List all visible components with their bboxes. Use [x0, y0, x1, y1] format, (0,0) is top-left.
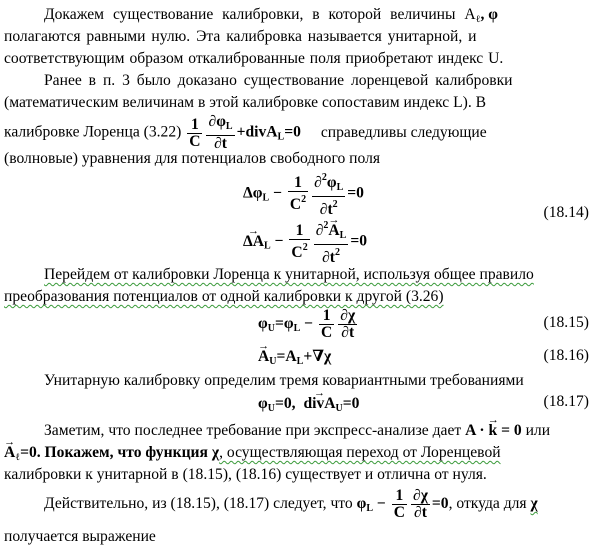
text-line: преобразования потенциалов от одной калибровки к другой (3.26) [4, 288, 444, 305]
text-line: Унитарную калибровку определим тремя ковариантными требованиями [44, 372, 524, 389]
lorenz-gauge-line: калибровке Лоренца (3.22) $\frac{1}{C}$ $\frac{\partial\varphi_L}{\partial t}$ +divA$_L$=0 справедливы следующие [4, 113, 487, 152]
equation-18-14a: $\Delta\varphi_L$ − $\frac{1}{C^2}$ $\frac{\partial^2\varphi_L}{\partial t^2}$ =0 [243, 172, 364, 218]
text-line: Ранее в п. 3 было доказано существование лоренцевой калибровки [44, 72, 513, 89]
paragraph-6: Действительно, из (18.15), (18.17) следует, что $\varphi_L$ − $\frac{1}{C}$ $\frac{\partial\chi}{\partial t}$ =0, откуда для χ [44, 487, 538, 521]
fraction: $\frac{1}{C}$ [189, 115, 201, 150]
equation-18-16: → $A_U=A_L+\nabla\chi$ [258, 345, 331, 374]
paragraph-2-end [4, 148, 594, 170]
paragraph-5: Заметим, что последнее требование при экспресс-анализе дает → A · k = 0 или → $A_\ell=0$. Покажем, что функция χ, осуществляющая переход от Лоренцевой калибровки к унитарной в (18.15), (18.16) существует и отлична от нуля. [4, 420, 594, 486]
equation-number-18-15: (18.15) [543, 314, 589, 331]
equation-18-17: $\varphi_U=0$, → divA$_U$=0 [258, 393, 359, 420]
text-line: (математическим величинам в этой калибровке сопоставим индекс L). В [4, 94, 487, 111]
equation-18-15: $\varphi_U=\varphi_L$ − $\frac{1}{C}$ $\frac{\partial\chi}{\partial t}$ [258, 306, 356, 341]
text-line: (волновые) уравнения для потенциалов свободного поля [4, 150, 381, 167]
paragraph-1: Докажем существование калибровки, в которой величины $A_\ell$, φ полагаются равными нулю. Эта калибровка называется унитарной, и соответствующим образом откалиброванные поля приобретают индекс U. [4, 4, 594, 70]
text-line: калибровки к унитарной в (18.15), (18.16) существует и отлична от нуля. [4, 466, 487, 483]
text-line: Докажем существование калибровки, в которой величины A [44, 6, 476, 23]
text-line: Перейдем от калибровки Лоренца к унитарной, используя общее правило [44, 266, 534, 283]
equation-number-18-16: (18.16) [543, 347, 589, 364]
fraction: $\frac{\partial\varphi_L}{\partial t}$ [208, 113, 233, 152]
text-line: полагаются равными нулю. Эта калибровка называется унитарной, и [4, 28, 477, 45]
paragraph-2 [4, 70, 594, 114]
equation-number-18-14: (18.14) [543, 204, 589, 221]
text-line: соответствующим образом откалиброванные поля приобретают индекс U. [4, 50, 504, 67]
paragraph-3 [4, 264, 594, 308]
paragraph-6-end [4, 526, 594, 548]
paragraph-4 [4, 370, 594, 392]
text-line: получается выражение [4, 528, 156, 545]
equation-18-14b: → $\Delta A_L$ − $\frac{1}{C^2}$ $\frac{\partial^2\to A_L}{\partial t^2}$ =0 [243, 218, 367, 267]
equation-number-18-17: (18.17) [543, 393, 589, 410]
